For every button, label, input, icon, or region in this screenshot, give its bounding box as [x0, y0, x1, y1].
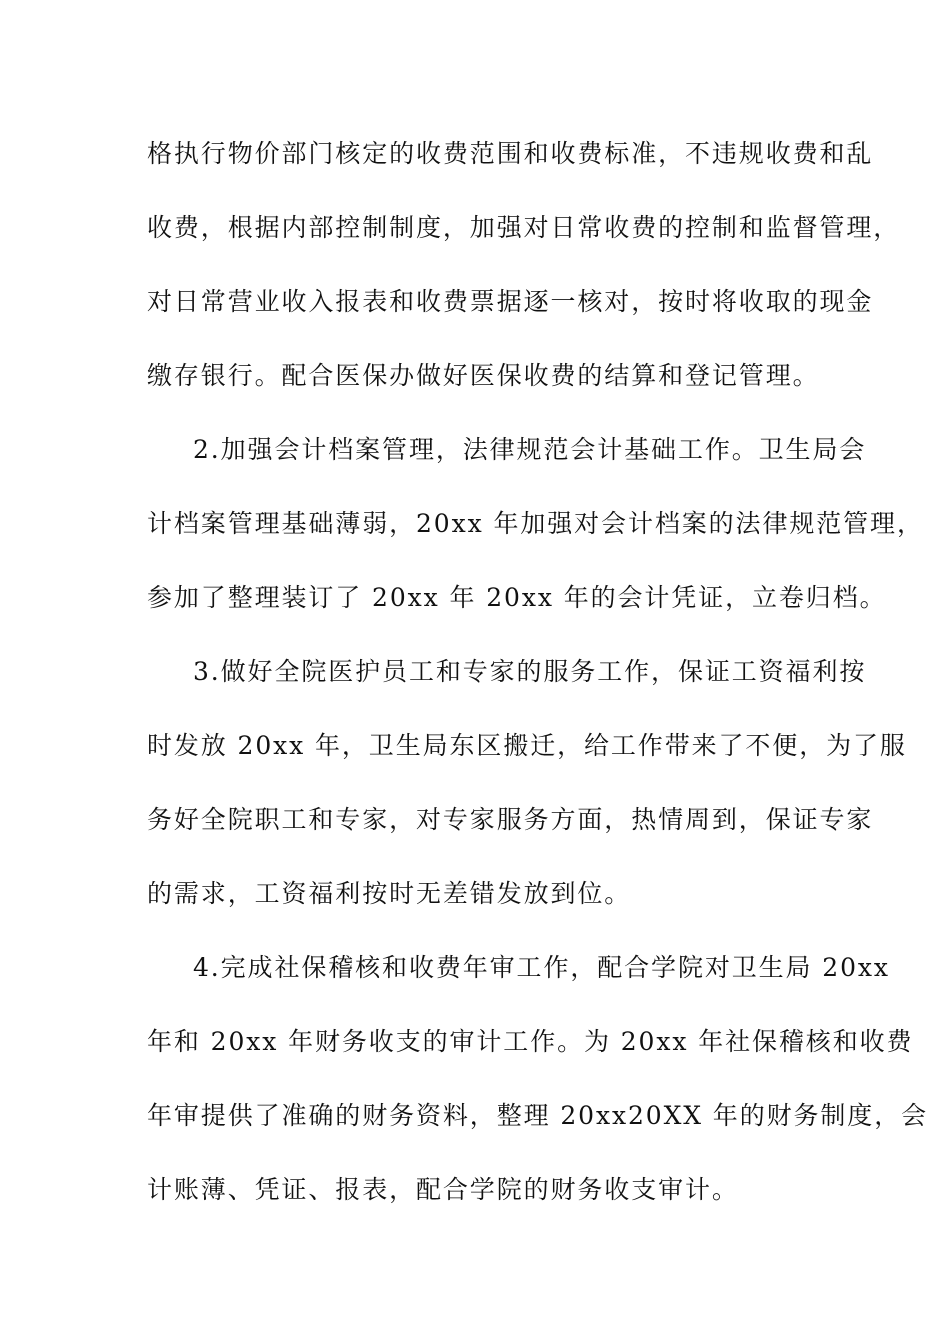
text-line: 时发放 20xx 年，卫生局东区搬迁，给工作带来了不便，为了服 [147, 731, 907, 760]
paragraph-2-start: 2.加强会计档案管理，法律规范会计基础工作。卫生局会 [193, 435, 867, 464]
text-line: 务好全院职工和专家，对专家服务方面，热情周到，保证专家 [147, 805, 874, 834]
paragraph-4-start: 4.完成社保稽核和收费年审工作，配合学院对卫生局 20xx [193, 953, 890, 982]
text-line: 年审提供了准确的财务资料，整理 20xx20XX 年的财务制度，会 [147, 1101, 929, 1130]
text-line: 计账薄、凭证、报表，配合学院的财务收支审计。 [147, 1175, 739, 1204]
text-line: 缴存银行。配合医保办做好医保收费的结算和登记管理。 [147, 361, 820, 390]
text-line: 格执行物价部门核定的收费范围和收费标准，不违规收费和乱 [147, 139, 874, 168]
text-line: 参加了整理装订了 20xx 年 20xx 年的会计凭证，立卷归档。 [147, 583, 887, 612]
text-line: 对日常营业收入报表和收费票据逐一核对，按时将收取的现金 [147, 287, 874, 316]
text-line: 收费，根据内部控制制度，加强对日常收费的控制和监督管理， [147, 213, 901, 242]
text-line: 的需求，工资福利按时无差错发放到位。 [147, 879, 632, 908]
paragraph-3-start: 3.做好全院医护员工和专家的服务工作，保证工资福利按 [193, 657, 867, 686]
text-line: 年和 20xx 年财务收支的审计工作。为 20xx 年社保稽核和收费 [147, 1027, 914, 1056]
text-line: 计档案管理基础薄弱，20xx 年加强对会计档案的法律规范管理， [147, 509, 924, 538]
